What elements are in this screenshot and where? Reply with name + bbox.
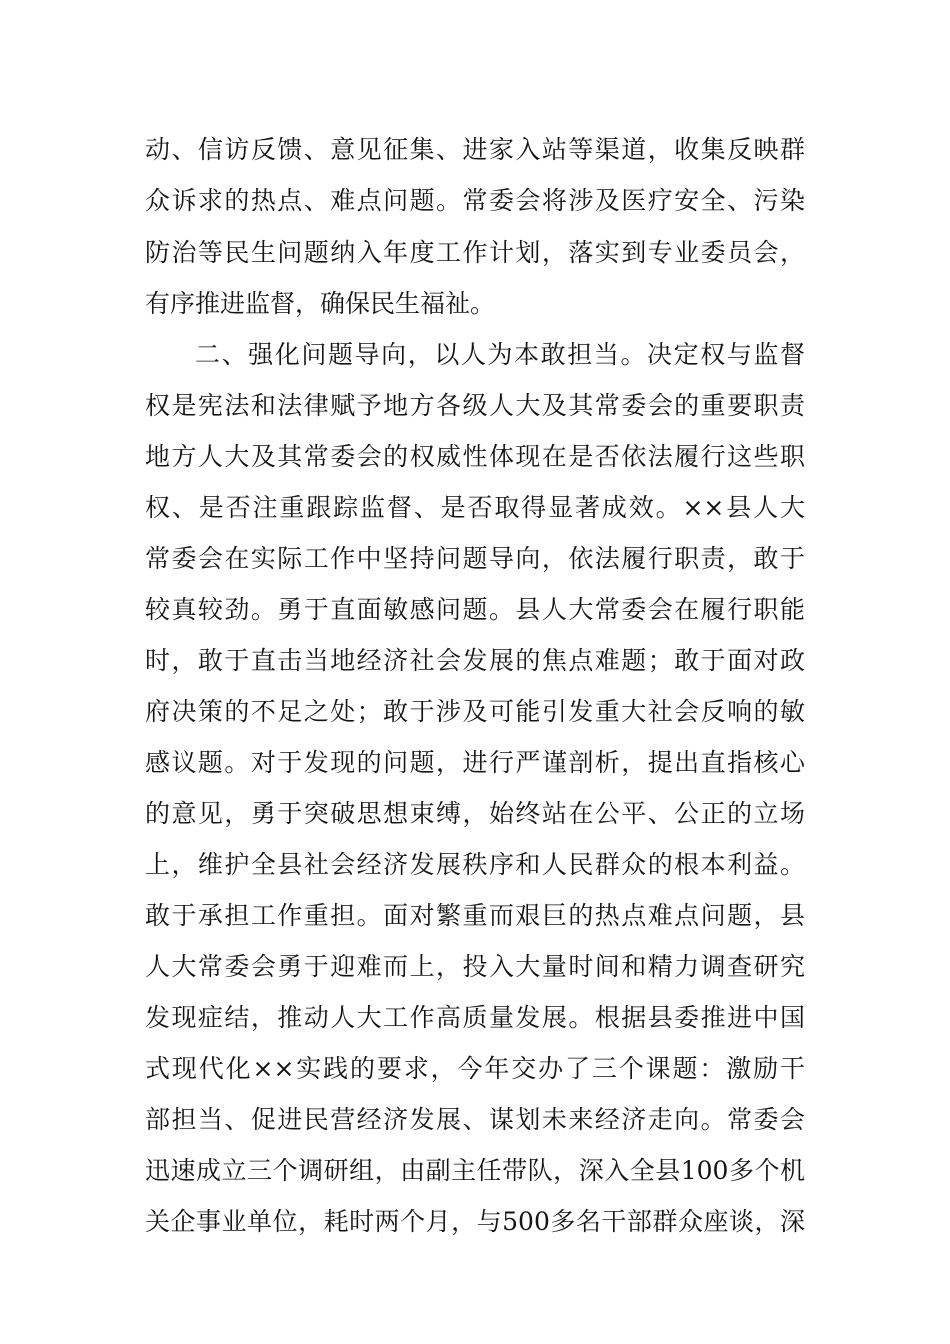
text-line: 较真较劲。勇于直面敏感问题。县人大常委会在履行职能 xyxy=(145,595,805,624)
text-line: 人大常委会勇于迎难而上，投入大量时间和精力调查研究 xyxy=(145,952,805,981)
text-line: 关企事业单位，耗时两个月，与500多名干部群众座谈，深 xyxy=(145,1207,805,1236)
text-line: 的意见，勇于突破思想束缚，始终站在公平、公正的立场 xyxy=(145,799,805,828)
text-line: 感议题。对于发现的问题，进行严谨剖析，提出直指核心 xyxy=(145,748,805,777)
text-line: 防治等民生问题纳入年度工作计划，落实到专业委员会， xyxy=(145,238,805,267)
text-line: 众诉求的热点、难点问题。常委会将涉及医疗安全、污染 xyxy=(145,186,805,215)
text-line: 动、信访反馈、意见征集、进家入站等渠道，收集反映群 xyxy=(145,135,805,164)
text-line: 上，维护全县社会经济发展秩序和人民群众的根本利益。 xyxy=(145,850,805,879)
text-line: 发现症结，推动人大工作高质量发展。根据县委推进中国 xyxy=(145,1003,805,1032)
text-line: 迅速成立三个调研组，由副主任带队，深入全县100多个机 xyxy=(145,1156,805,1185)
paragraph-heading-line: 二、强化问题导向，以人为本敢担当。决定权与监督 xyxy=(195,340,805,369)
text-line: 式现代化××实践的要求，今年交办了三个课题：激励干 xyxy=(145,1054,805,1083)
text-line: 常委会在实际工作中坚持问题导向，依法履行职责，敢于 xyxy=(145,544,805,573)
text-line: 部担当、促进民营经济发展、谋划未来经济走向。常委会 xyxy=(145,1105,805,1134)
text-line: 敢于承担工作重担。面对繁重而艰巨的热点难点问题，县 xyxy=(145,901,805,930)
text-line: 有序推进监督，确保民生福祉。 xyxy=(145,289,496,318)
text-line: 府决策的不足之处；敢于涉及可能引发重大社会反响的敏 xyxy=(145,697,805,726)
text-line: 权、是否注重跟踪监督、是否取得显著成效。××县人大 xyxy=(145,493,805,522)
text-line: 地方人大及其常委会的权威性体现在是否依法履行这些职 xyxy=(145,442,805,471)
text-line: 时，敢于直击当地经济社会发展的焦点难题；敢于面对政 xyxy=(145,646,805,675)
text-line: 权是宪法和法律赋予地方各级人大及其常委会的重要职责 xyxy=(145,391,805,420)
